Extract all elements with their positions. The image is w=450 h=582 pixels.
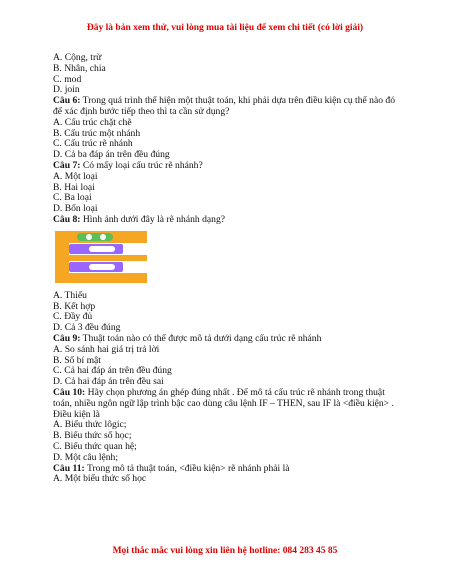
option: D. Bốn loại	[53, 203, 98, 215]
option: A. Thiếu	[53, 289, 87, 301]
option: B. Cấu trúc một nhánh	[53, 127, 141, 139]
question-text: Trong quá trình thể hiện một thuật toán, khi phải dựa trên điều kiện cụ thể nào đó để xác định bước tiếp theo thì ta cần sử dụng?	[53, 95, 395, 117]
option: A. So sánh hai giá trị trả lời	[53, 343, 160, 355]
condition-bubble	[100, 234, 106, 240]
question-text: Hình ảnh dưới đây là rẽ nhánh dạng?	[80, 213, 225, 225]
option: B. Số bí mật	[53, 354, 101, 366]
question-text: Hãy chọn phương án ghép đúng nhất . Để mô tả cấu trúc rẽ nhánh trong thuật toán, nhiều ngôn ngữ lập trình bậc cao dùng câu lệnh IF – THEN, sau IF là <điều kiện> . Điều kiện là	[53, 386, 394, 420]
option: B. Biểu thức số học;	[53, 430, 132, 442]
scratch-blocks-image	[53, 229, 405, 285]
question-text: Thuật toán nào có thể được mô tả dưới dạng cấu trúc rẽ nhánh	[80, 332, 322, 344]
option: D. Cả 3 đều đúng	[53, 322, 121, 334]
option: A. Một loại	[53, 170, 98, 182]
q5-options	[53, 53, 405, 96]
question-label: Câu 9:	[53, 332, 81, 344]
question-6	[53, 96, 405, 118]
option: C. Biểu thức quan hệ;	[53, 440, 137, 452]
document-body	[53, 53, 405, 485]
question-label: Câu 6:	[53, 95, 81, 107]
question-label: Câu 11:	[53, 462, 85, 474]
question-text: Trong mô tả thuật toán, <điều kiện> rẽ nhánh phải là	[84, 462, 290, 474]
option: D. Một câu lệnh;	[53, 451, 119, 463]
option: B. Nhân, chia	[53, 62, 106, 74]
question-label: Câu 8:	[53, 213, 81, 225]
option: A. Cộng, trừ	[53, 52, 102, 63]
option: A. Cấu trúc chặt chẽ	[53, 116, 132, 128]
question-text: Có mấy loại cấu trúc rẽ nhánh?	[80, 159, 203, 171]
scratch-if-else-blocks	[53, 229, 149, 285]
option: C. Cấu trúc rẽ nhánh	[53, 138, 133, 150]
condition-bubble	[86, 234, 92, 240]
option: D. Cả hai đáp án trên đều sai	[53, 376, 164, 388]
question-10	[53, 388, 405, 420]
else-say-value	[89, 264, 115, 270]
option: D. join	[53, 84, 80, 96]
option: C. Cả hai đáp án trên đều đúng	[53, 365, 172, 377]
question-8	[53, 215, 405, 226]
option: A. Biểu thức lôgic;	[53, 419, 127, 431]
header-notice: Đây là bản xem thử, vui lòng mua tài liệu để xem chi tiết (có lời giải)	[86, 23, 364, 33]
footer-notice: Mọi thắc mắc vui lòng xin liên hệ hotline: 084 283 45 85	[112, 546, 338, 556]
question-7	[53, 161, 405, 172]
option: C. mod	[53, 73, 82, 85]
question-label: Câu 10:	[53, 386, 86, 398]
then-say-value	[89, 246, 115, 252]
option: B. Kết hợp	[53, 300, 96, 312]
question-label: Câu 7:	[53, 159, 81, 171]
condition-block	[77, 233, 113, 241]
option: D. Cả ba đáp án trên đều đúng	[53, 149, 170, 161]
option: C. Đầy đủ	[53, 311, 93, 323]
option: B. Hai loại	[53, 181, 95, 193]
option: A. Một biểu thức số học	[53, 473, 147, 485]
option: C. Ba loại	[53, 192, 92, 204]
